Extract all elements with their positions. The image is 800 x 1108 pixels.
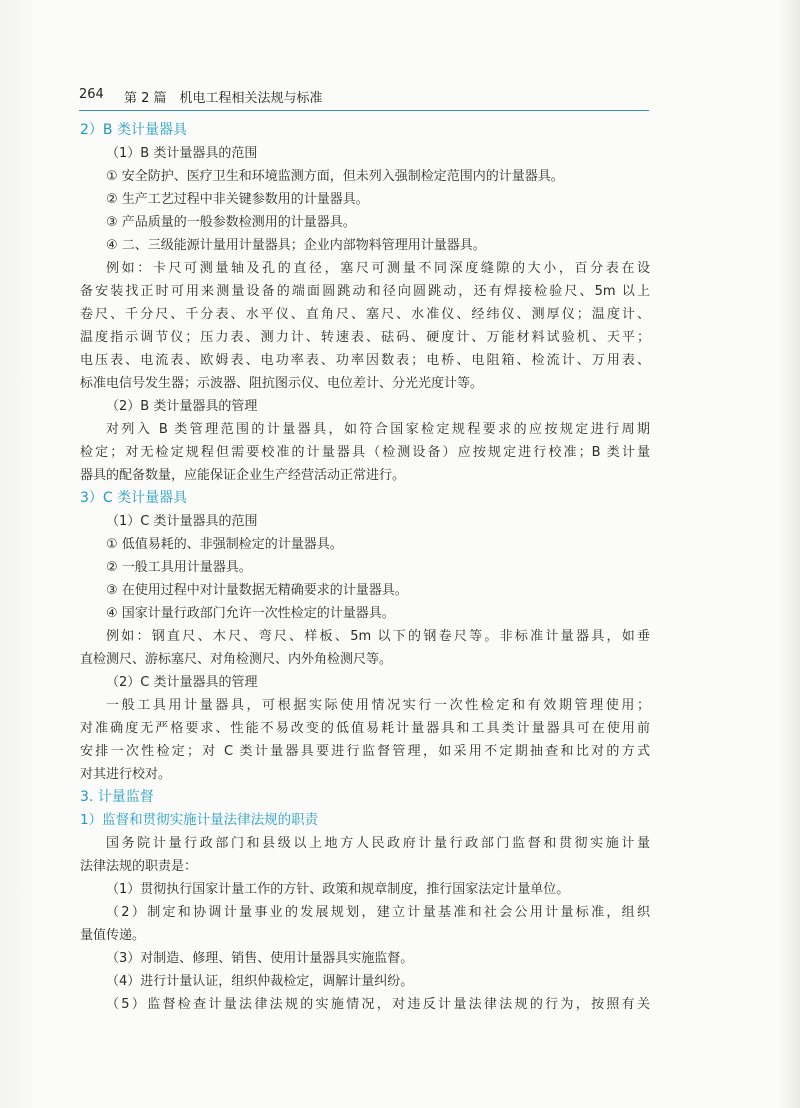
list-item: ④ 二、三级能源计量用计量器具；企业内部物料管理用计量器具。 (106, 238, 486, 253)
list-item: ③ 产品质量的一般参数检测用的计量器具。 (106, 215, 356, 230)
subsection-heading-duties: 1）监督和贯彻实施计量法律法规的职责 (80, 812, 319, 828)
section-heading-c-class: 3）C 类计量器具 (80, 490, 188, 506)
list-item: ④ 国家计量行政部门允许一次性检定的计量器具。 (106, 606, 395, 621)
subheading-b-management: （2）B 类计量器具的管理 (106, 399, 258, 414)
list-item: ③ 在使用过程中对计量数据无精确要求的计量器具。 (106, 583, 408, 598)
list-item: ② 一般工具用计量器具。 (106, 560, 252, 575)
subheading-c-management: （2）C 类计量器具的管理 (106, 675, 258, 690)
list-item: （2）制定和协调计量事业的发展规划，建立计量基准和社会公用计量标准，组织 (106, 905, 650, 920)
paragraph-line: 对其进行校对。 (80, 767, 172, 782)
paragraph-line: 备安装找正时可用来测量设备的端面圆跳动和径向圆跳动，还有焊接检验尺、5m 以上 (80, 284, 650, 299)
paragraph-line: 直检测尺、游标塞尺、对角检测尺、内外角检测尺等。 (80, 652, 393, 667)
paragraph-line: 器具的配备数量，应能保证企业生产经营活动正常进行。 (80, 468, 406, 483)
body-text (80, 119, 650, 1016)
paragraph-line: 量值传递。 (80, 928, 146, 943)
paragraph-line: 标准电信号发生器；示波器、阻抗图示仪、电位差计、分光光度计等。 (80, 376, 484, 391)
list-item: ① 安全防护、医疗卫生和环境监测方面，但未列入强制检定范围内的计量器具。 (106, 169, 564, 184)
paragraph-line: 温度指示调节仪；压力表、测力计、转速表、砝码、硬度计、万能材料试验机、天平； (80, 330, 650, 345)
section-heading-metrology-supervision: 3. 计量监督 (80, 789, 154, 805)
list-item: （1）贯彻执行国家计量工作的方针、政策和规章制度，推行国家法定计量单位。 (106, 882, 570, 897)
running-header (79, 86, 649, 111)
paragraph-line: 卷尺、千分尺、千分表、水平仪、直角尺、塞尺、水准仪、经纬仪、测厚仪；温度计、 (80, 307, 650, 322)
list-item: （3）对制造、修理、销售、使用计量器具实施监督。 (106, 951, 414, 966)
paragraph-line: 检定；对无检定规程但需要校准的计量器具（检测设备）应按规定进行校准；B 类计量 (80, 445, 650, 460)
paragraph-line: 例如：卡尺可测量轴及孔的直径，塞尺可测量不同深度缝隙的大小，百分表在设 (106, 261, 650, 276)
paragraph-line: 国务院计量行政部门和县级以上地方人民政府计量行政部门监督和贯彻实施计量 (106, 836, 650, 851)
paragraph-line: 例如：钢直尺、木尺、弯尺、样板、5m 以下的钢卷尺等。非标准计量器具，如垂 (106, 629, 650, 644)
paragraph-line: 对列入 B 类管理范围的计量器具，如符合国家检定规程要求的应按规定进行周期 (106, 422, 650, 437)
list-item: ① 低值易耗的、非强制检定的计量器具。 (106, 537, 343, 552)
paragraph-line: 法律法规的职责是： (80, 859, 198, 874)
paragraph-line: 对准确度无严格要求、性能不易改变的低值易耗计量器具和工具类计量器具可在使用前 (80, 721, 650, 736)
section-heading-b-class: 2）B 类计量器具 (80, 122, 187, 138)
page-number: 264 (79, 87, 104, 102)
list-item: ② 生产工艺过程中非关键参数用的计量器具。 (106, 192, 369, 207)
subheading-b-scope: （1）B 类计量器具的范围 (106, 146, 258, 161)
paragraph-line: 一般工具用计量器具，可根据实际使用情况实行一次性检定和有效期管理使用； (106, 698, 650, 713)
list-item: （4）进行计量认证，组织仲裁检定，调解计量纠纷。 (106, 974, 414, 989)
paragraph-line: 安排一次性检定；对 C 类计量器具要进行监督管理，如采用不定期抽查和比对的方式 (80, 744, 650, 759)
chapter-title: 第 2 篇 机电工程相关法规与标准 (124, 91, 323, 106)
paragraph-line: 电压表、电流表、欧姆表、电功率表、功率因数表；电桥、电阻箱、检流计、万用表、 (80, 353, 650, 368)
list-item: （5）监督检查计量法律法规的实施情况，对违反计量法律法规的行为，按照有关 (106, 997, 650, 1012)
subheading-c-scope: （1）C 类计量器具的范围 (106, 514, 258, 529)
